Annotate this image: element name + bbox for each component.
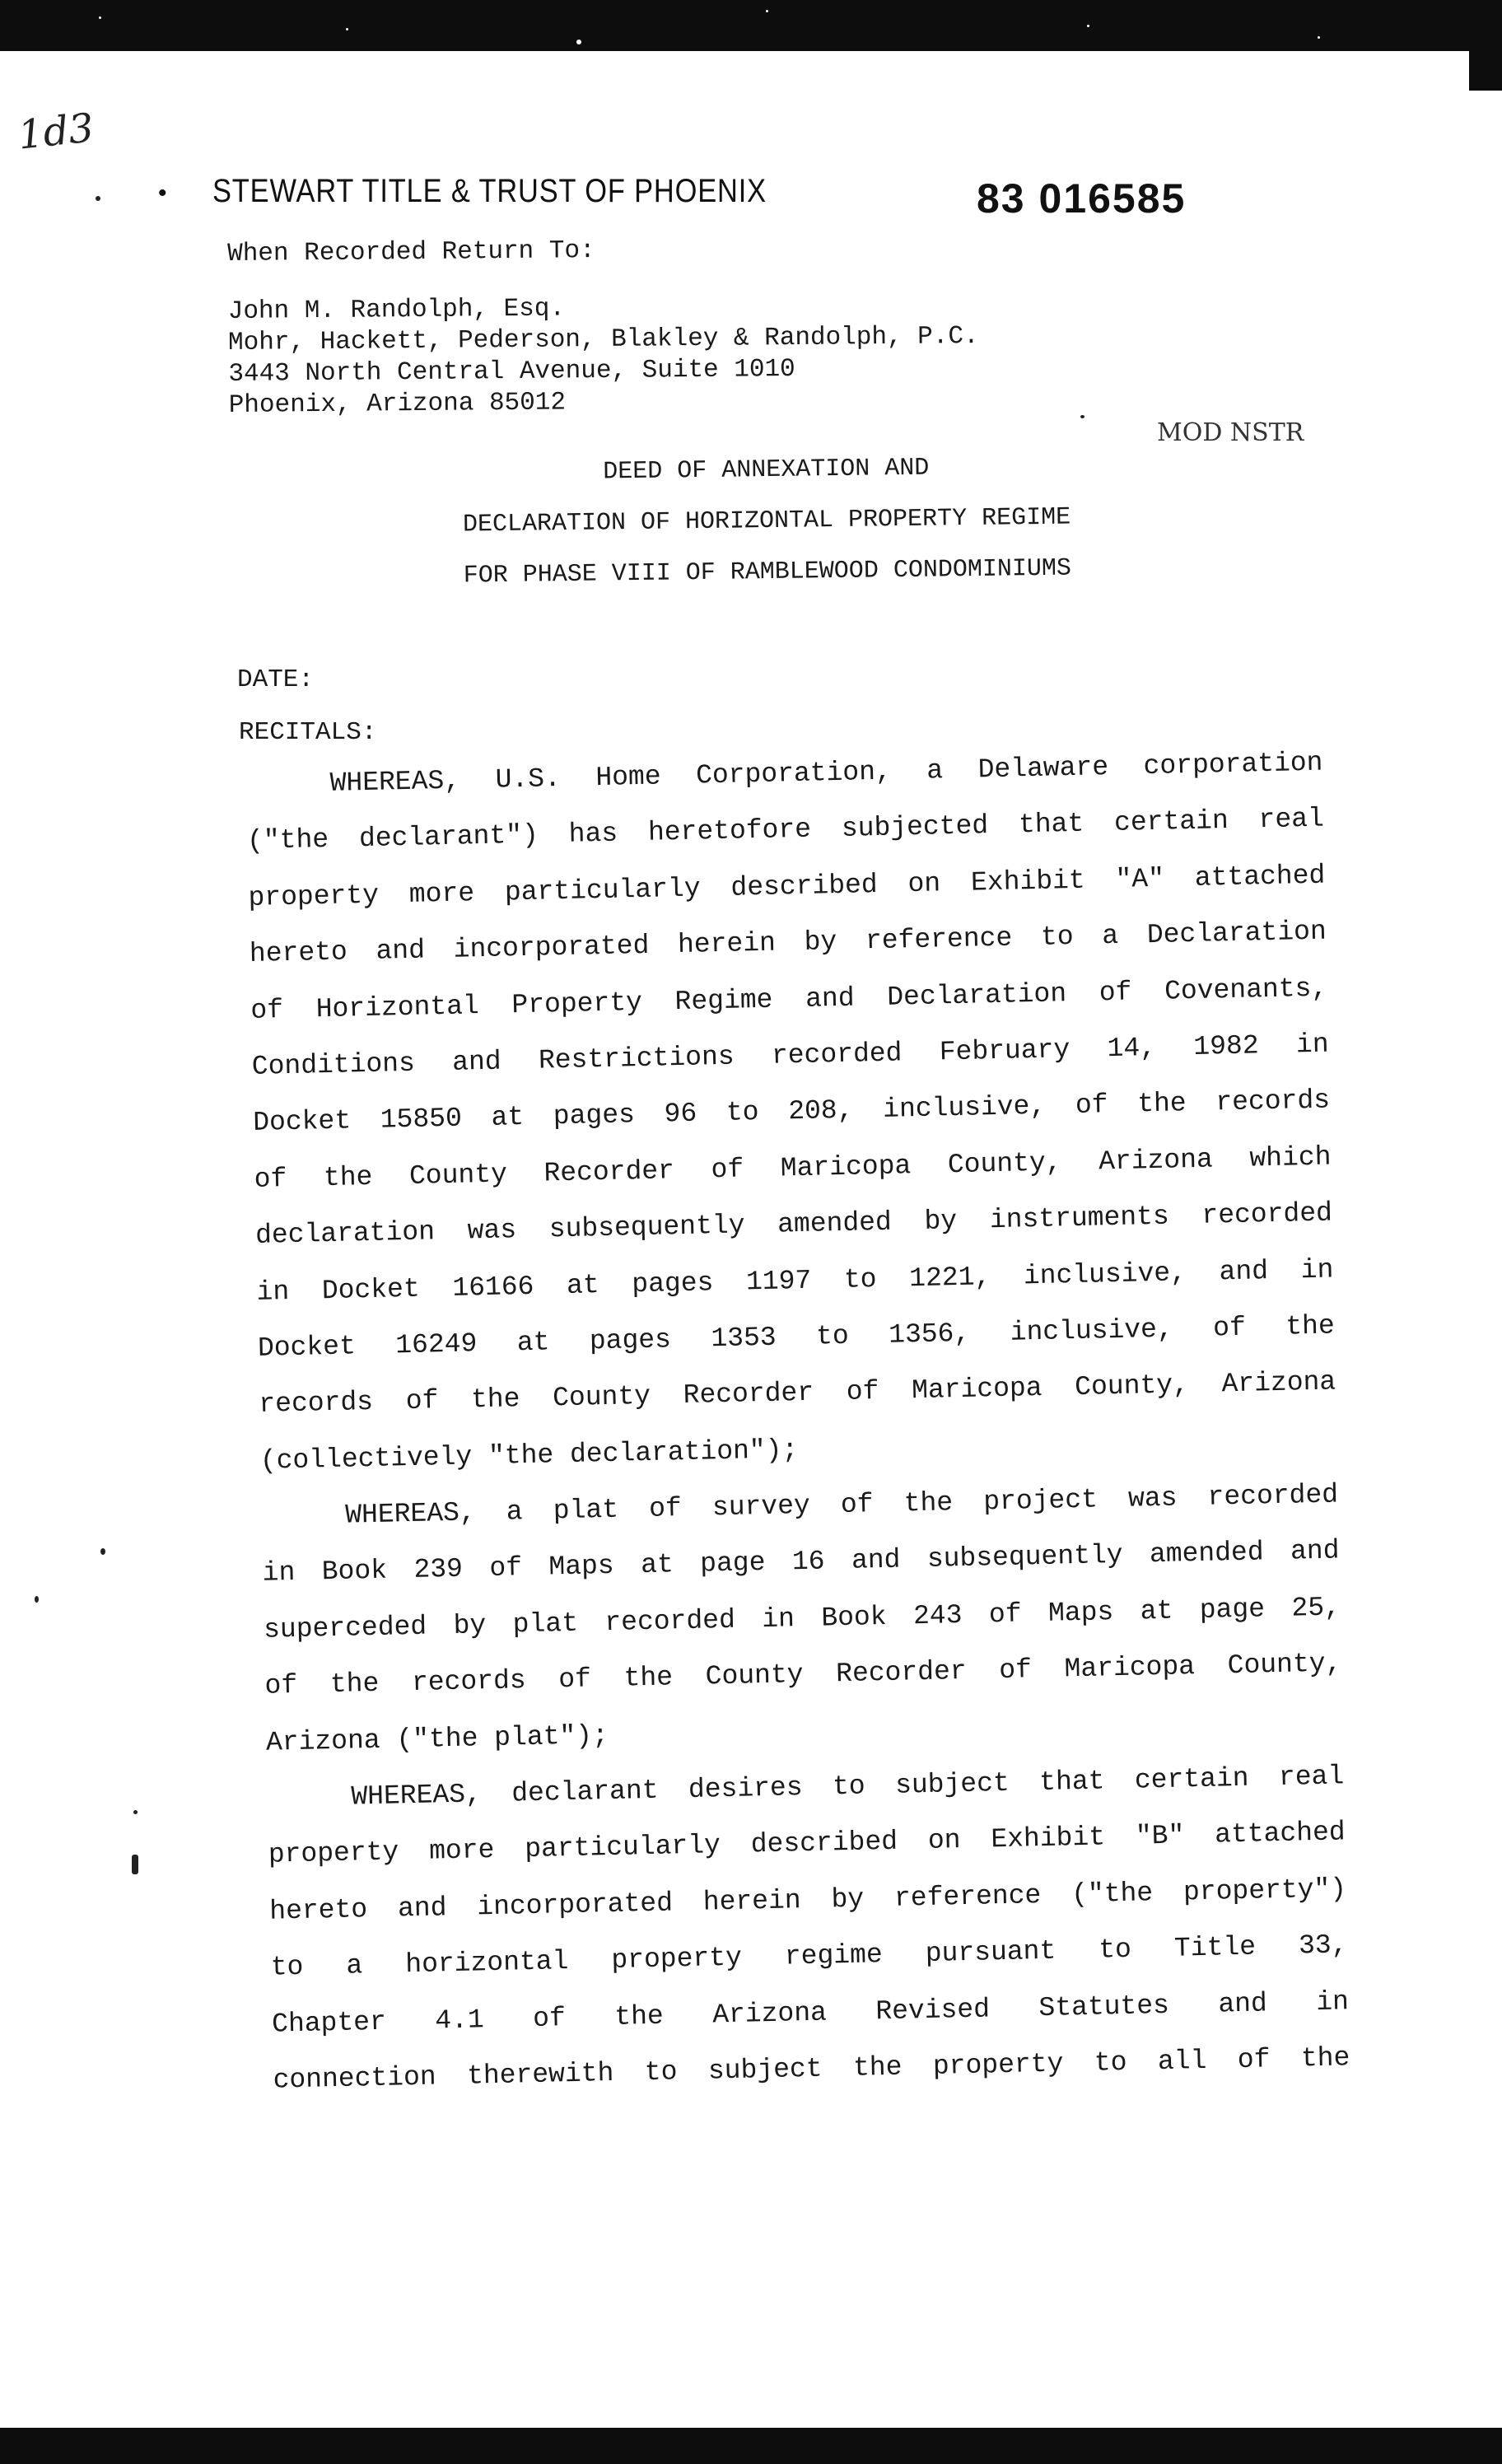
- body-line: WHEREAS, declarant desires to subject that certain real: [351, 1761, 1345, 1813]
- body-line: Docket 16249 at pages 1353 to 1356, inclusive, of the: [257, 1310, 1336, 1364]
- recording-stamp: MOD NSTR: [1157, 418, 1304, 447]
- margin-mark: [96, 196, 100, 201]
- body-line: Arizona ("the plat");: [265, 1720, 609, 1758]
- title-company-stamp: STEWART TITLE & TRUST OF PHOENIX: [212, 173, 767, 209]
- body-line: of Horizontal Property Regime and Declaration of Covenants,: [250, 973, 1328, 1026]
- body-line: in Docket 16166 at pages 1197 to 1221, inclusive, and in: [256, 1253, 1334, 1308]
- recital-paragraph: [245, 735, 1337, 1490]
- body-line: hereto and incorporated herein by reference to a Declaration: [249, 916, 1327, 970]
- body-line: declaration was subsequently amended by instruments recorded: [254, 1197, 1333, 1251]
- document-title-line: DEED OF ANNEXATION AND: [603, 454, 930, 487]
- body-line: superceded by plat recorded in Book 243 of Maps at page 25,: [263, 1592, 1341, 1645]
- body-line: connection therewith to subject the property to all of the: [273, 2042, 1350, 2096]
- return-address-line: 3443 North Central Avenue, Suite 1010: [228, 354, 795, 389]
- body-line: (collectively "the declaration");: [259, 1434, 799, 1477]
- margin-mark: [132, 1855, 138, 1874]
- return-to-label: When Recorded Return To:: [227, 236, 595, 268]
- body-line: records of the County Recorder of Maricopa County, Arizona: [259, 1366, 1336, 1421]
- scan-border-bottom: [0, 2428, 1502, 2464]
- return-address-block: [227, 232, 979, 422]
- margin-mark: [100, 1548, 105, 1555]
- date-label: DATE:: [237, 665, 315, 694]
- return-address-line: Phoenix, Arizona 85012: [228, 388, 567, 420]
- document-title-line: DECLARATION OF HORIZONTAL PROPERTY REGIME: [462, 503, 1071, 539]
- scan-border-top: [0, 0, 1502, 51]
- body-line: of the records of the County Recorder of Maricopa County,: [264, 1648, 1342, 1701]
- recitals-body: [245, 735, 1350, 2109]
- body-line: Conditions and Restrictions recorded February 14, 1982 in: [251, 1029, 1329, 1082]
- return-address-line: Mohr, Hackett, Pederson, Blakley & Randolph, P.C.: [227, 322, 979, 357]
- body-line: of the County Recorder of Maricopa County, Arizona which: [254, 1141, 1332, 1195]
- recital-paragraph: [267, 1748, 1350, 2109]
- body-line: property more particularly described on Exhibit "A" attached: [248, 860, 1326, 913]
- body-line: ("the declarant") has heretofore subjected that certain real: [246, 803, 1325, 857]
- body-line: WHEREAS, U.S. Home Corporation, a Delaware corporation: [329, 747, 1323, 799]
- body-line: Chapter 4.1 of the Arizona Revised Statutes and in: [271, 1986, 1350, 2040]
- body-line: in Book 239 of Maps at page 16 and subsequently amended and: [262, 1535, 1340, 1589]
- margin-mark: [35, 1596, 39, 1603]
- scan-speck: [1318, 36, 1320, 39]
- margin-mark: [1080, 415, 1085, 418]
- scan-border-corner: [1469, 0, 1502, 91]
- scan-speck: [99, 16, 101, 19]
- return-address-line: John M. Randolph, Esq.: [227, 294, 566, 326]
- body-line: to a horizontal property regime pursuant to Title 33,: [270, 1930, 1348, 1983]
- body-line: hereto and incorporated herein by reference ("the property"): [268, 1874, 1347, 1927]
- header-bullet: •: [158, 180, 167, 207]
- scan-speck: [766, 10, 768, 12]
- body-line: WHEREAS, a plat of survey of the project was recorded: [344, 1479, 1339, 1531]
- scan-speck: [346, 28, 348, 30]
- body-line: property more particularly described on Exhibit "B" attached: [268, 1817, 1346, 1871]
- scan-speck: [576, 40, 581, 44]
- recitals-heading: RECITALS:: [239, 718, 377, 747]
- handwritten-page-note: 1d3: [16, 105, 96, 159]
- scan-speck: [1087, 25, 1089, 27]
- body-line: Docket 15850 at pages 96 to 208, inclusive, of the records: [252, 1085, 1331, 1139]
- recording-number: 83 016585: [977, 175, 1187, 222]
- document-title-line: FOR PHASE VIII OF RAMBLEWOOD CONDOMINIUMS: [463, 554, 1072, 590]
- document-title: [231, 438, 1303, 604]
- margin-mark: [133, 1810, 138, 1814]
- recital-paragraph: [261, 1467, 1344, 1771]
